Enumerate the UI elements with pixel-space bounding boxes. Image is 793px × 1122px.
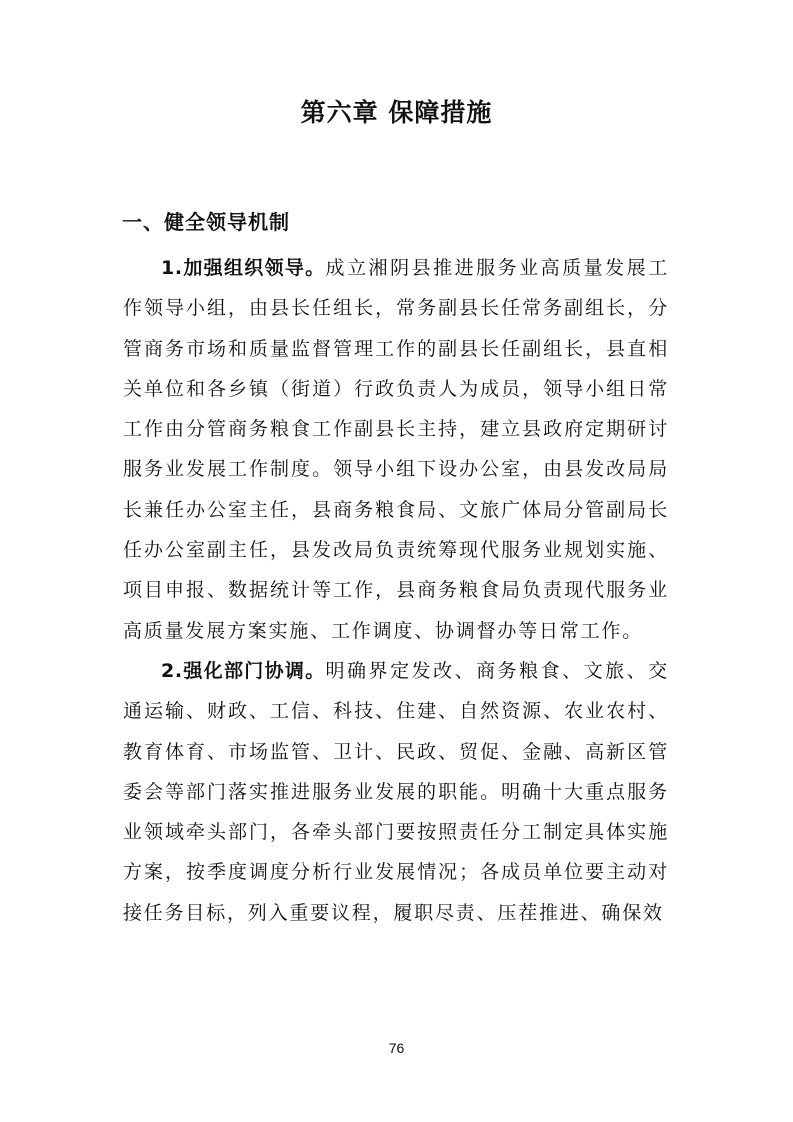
page-number: 76	[388, 1040, 405, 1056]
body-text	[123, 248, 669, 933]
paragraph-text: 成立湘阴县推进服务业高质量发展工作领导小组，由县长任组长，常务副县长任常务副组长，分管商务市场和质量监督管理工作的副县长任副组长，县直相关单位和各乡镇（街道）行政负责人为成员，领导小组日常工作由分管商务粮食工作副县长主持，建立县政府定期研讨服务业发展工作制度。领导小组下设办公室，由县发改局局长兼任办公室主任，县商务粮食局、文旅广体局分管副局长任办公室副主任，县发改局负责统筹现代服务业规划实施、项目申报、数据统计等工作，县商务粮食局负责现代服务业高质量发展方案实施、工作调度、协调督办等日常工作。	[123, 257, 669, 642]
paragraph-text: 明确界定发改、商务粮食、文旅、交通运输、财政、工信、科技、住建、自然资源、农业农村、教育体育、市场监管、卫计、民政、贸促、金融、高新区管委会等部门落实推进服务业发展的职能。明确十大重点服务业领域牵头部门，各牵头部门要按照责任分工制定具体实施方案，按季度调度分析行业发展情况；各成员单位要主动对接任务目标，列入重要议程，履职尽责、压茬推进、确保效	[123, 659, 669, 924]
paragraph-department-coordination	[123, 651, 669, 933]
paragraph-lead: 1.加强组织领导。	[161, 257, 326, 279]
paragraph-lead: 2.强化部门协调。	[161, 659, 326, 682]
paragraph-organization-leadership	[123, 248, 669, 651]
chapter-title: 第六章 保障措施	[300, 98, 493, 127]
section-heading: 一、健全领导机制	[122, 210, 290, 234]
